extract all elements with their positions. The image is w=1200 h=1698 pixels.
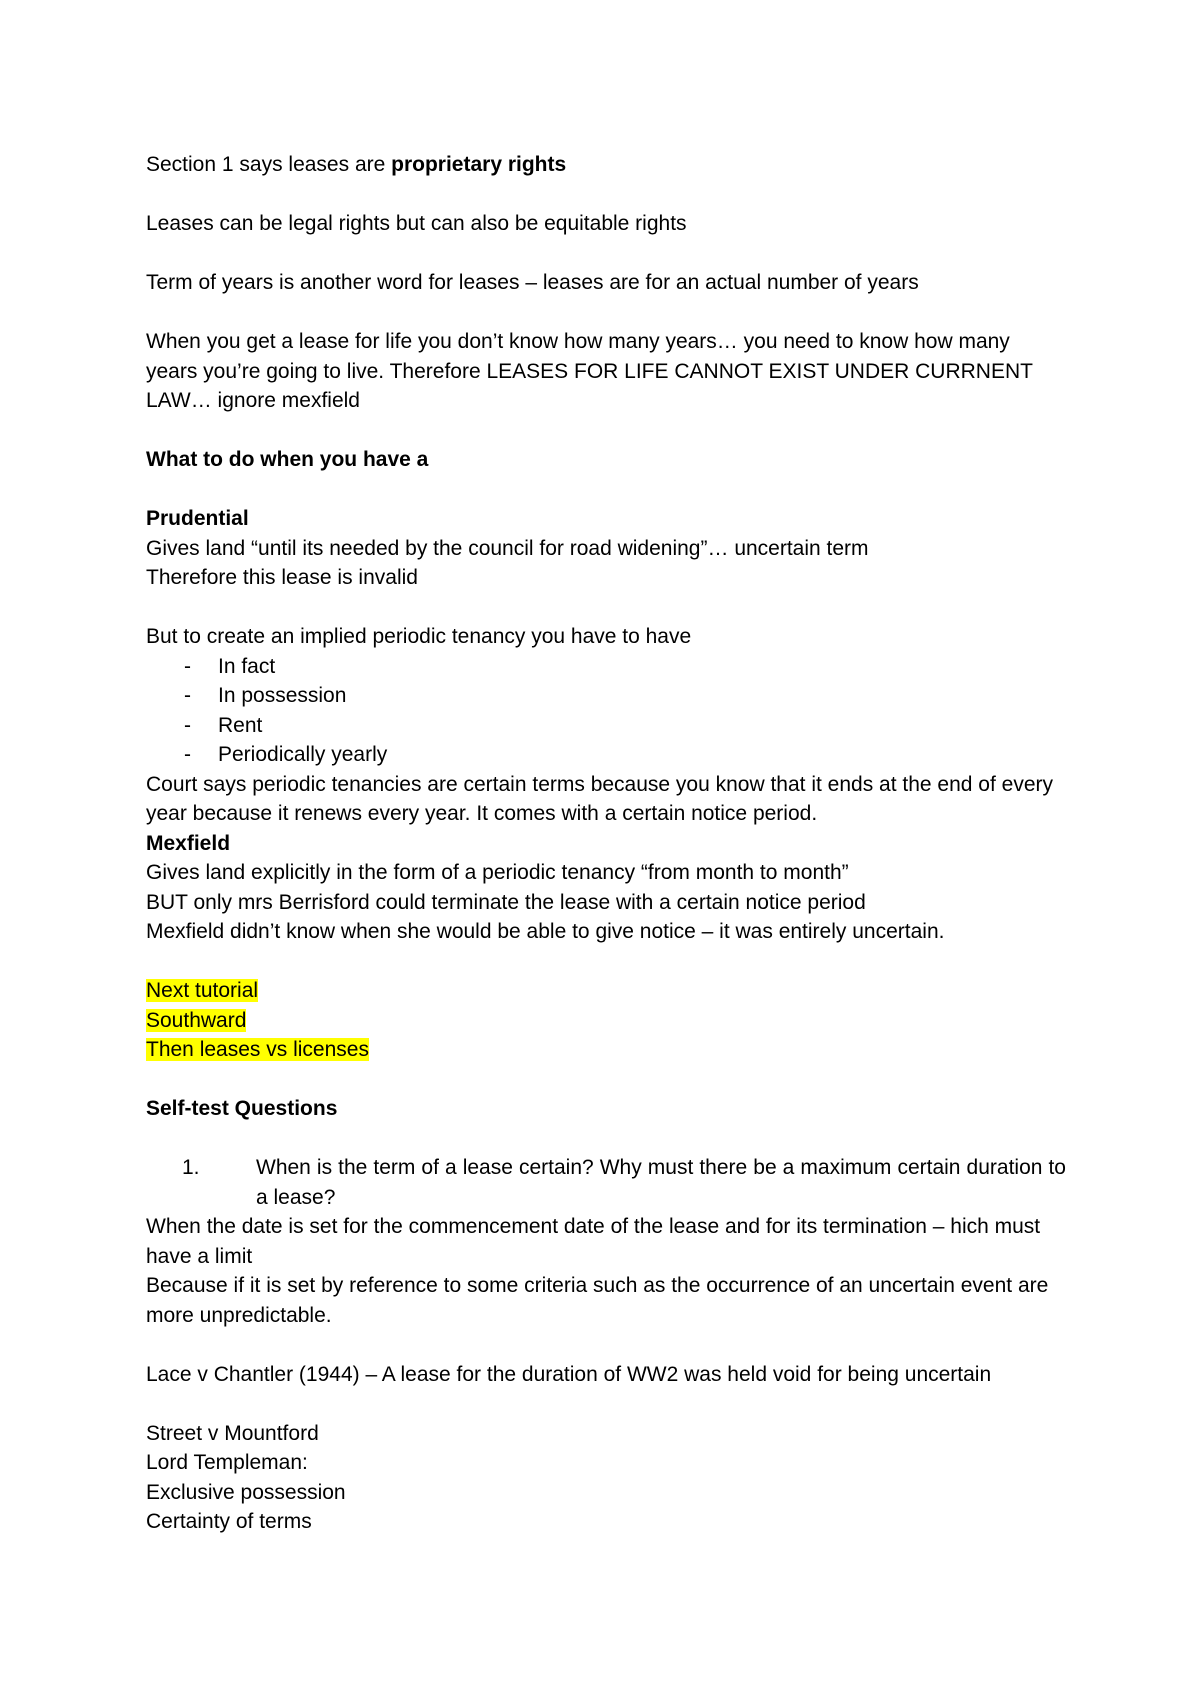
- legal-equitable-paragraph: Leases can be legal rights but can also be equitable rights: [146, 212, 687, 235]
- dash-marker: -: [184, 684, 191, 707]
- list-item: [146, 681, 1066, 711]
- leases-vs-licenses-highlight: Then leases vs licenses: [146, 1038, 369, 1061]
- term-of-years-paragraph: Term of years is another word for leases – leases are for an actual number of years: [146, 271, 919, 294]
- list-item: [146, 711, 1066, 741]
- dash-marker: -: [184, 713, 191, 737]
- answer-line-2: Because if it is set by reference to some criteria such as the occurrence of an uncertain event are more unpredictable.: [146, 1274, 1049, 1327]
- question-1: [146, 1153, 1066, 1212]
- list-item-text: Periodically yearly: [218, 743, 388, 766]
- self-test-heading: Self-test Questions: [146, 1097, 338, 1120]
- section1-paragraph: [146, 150, 1066, 180]
- certainty-of-terms: Certainty of terms: [146, 1510, 312, 1533]
- implied-tenancy-intro: But to create an implied periodic tenancy you have to have: [146, 625, 692, 648]
- dash-marker: -: [184, 654, 191, 678]
- prudential-line-1: Gives land “until its needed by the council for road widening”… uncertain term: [146, 536, 869, 560]
- southward-highlight: Southward: [146, 1008, 247, 1032]
- court-says-paragraph: Court says periodic tenancies are certain terms because you know that it ends at the end of every year because it renews every year. It comes with a certain notice period.: [146, 772, 1053, 825]
- exclusive-possession: Exclusive possession: [146, 1480, 346, 1504]
- prudential-heading: Prudential: [146, 507, 249, 530]
- next-tutorial-highlight: Next tutorial: [146, 979, 259, 1002]
- prudential-line-2: Therefore this lease is invalid: [146, 566, 418, 589]
- proprietary-rights-bold: proprietary rights: [391, 153, 567, 176]
- section1-text: Section 1 says leases are: [146, 153, 392, 176]
- mexfield-line-3: Mexfield didn’t know when she would be able to give notice – it was entirely uncertain.: [146, 920, 945, 943]
- what-to-do-heading: What to do when you have a: [146, 448, 429, 471]
- list-item: [146, 652, 1066, 682]
- mexfield-heading: Mexfield: [146, 831, 231, 855]
- list-item-text: Rent: [218, 713, 263, 737]
- lord-templeman: Lord Templeman:: [146, 1451, 308, 1474]
- mexfield-line-1: Gives land explicitly in the form of a periodic tenancy “from month to month”: [146, 861, 849, 884]
- answer-line-1: When the date is set for the commencement date of the lease and for its termination – hich must have a limit: [146, 1215, 1041, 1268]
- highlighted-notes: [146, 976, 1066, 1065]
- document-page: [146, 150, 1066, 1537]
- question-text: When is the term of a lease certain? Why must there be a maximum certain duration to a lease?: [256, 1156, 1066, 1209]
- list-item-text: In fact: [218, 654, 276, 678]
- street-v-mountford: Street v Mountford: [146, 1421, 319, 1445]
- lace-v-chantler-paragraph: Lace v Chantler (1944) – A lease for the duration of WW2 was held void for being uncertain: [146, 1362, 992, 1386]
- list-item-text: In possession: [218, 684, 347, 707]
- lease-for-life-paragraph: When you get a lease for life you don’t know how many years… you need to know how many years you’re going to live. Therefore LEASES FOR LIFE CANNOT EXIST UNDER CURRNENT LAW… ignore mexfield: [146, 330, 1033, 412]
- mexfield-line-2: BUT only mrs Berrisford could terminate the lease with a certain notice period: [146, 890, 866, 914]
- requirements-list: [146, 652, 1066, 770]
- list-item: [146, 740, 1066, 770]
- dash-marker: -: [184, 743, 191, 766]
- question-number: 1.: [182, 1156, 200, 1179]
